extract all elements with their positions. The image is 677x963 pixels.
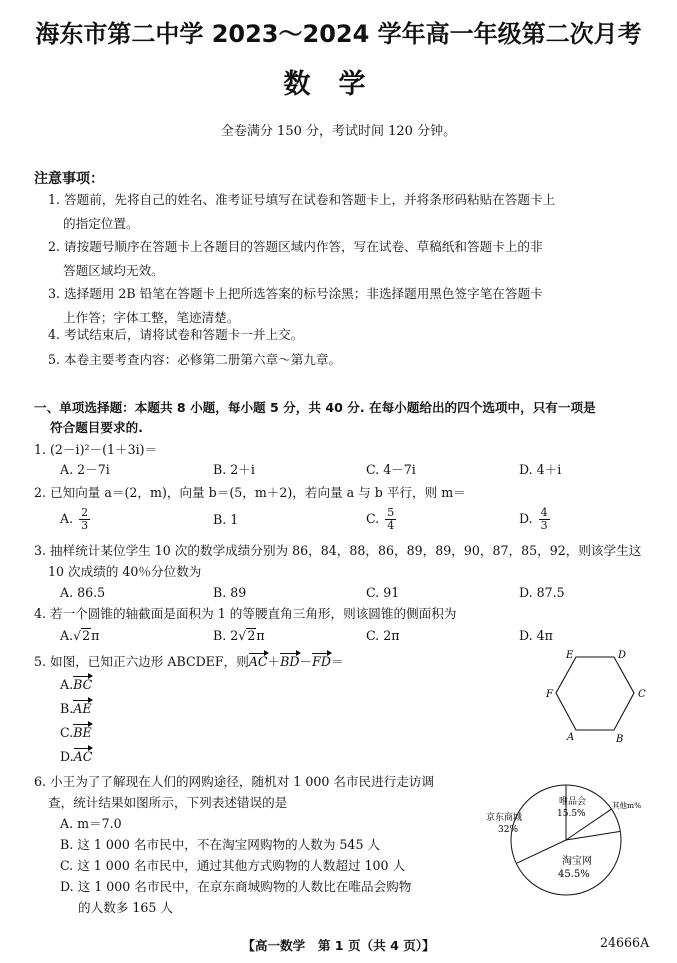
section-heading (34, 398, 654, 438)
q2-option-c (366, 507, 396, 532)
question-4-stem: 4. 若一个圆锥的轴截面是面积为 1 的等腰直角三角形，则该圆锥的侧面积为 (34, 606, 457, 621)
notice-item (48, 188, 653, 236)
exam-title: 海东市第二中学 2023～2024 学年高一年级第二次月考 (35, 20, 642, 48)
pie-label-jd-pct: 32% (498, 825, 519, 835)
radicand: 2 (82, 628, 91, 643)
q6-option-a: A. m＝7.0 (60, 816, 122, 831)
vertex-label-f: F (546, 689, 553, 700)
hexagon-figure (530, 645, 660, 745)
question-6-stem-cont: 查，统计结果如图所示，下列表述错误的是 (48, 795, 288, 810)
option-label: C. (366, 511, 380, 526)
denominator: 3 (81, 519, 89, 532)
q6-option-c: C. 这 1 000 名市民中，通过其他方式购物的人数超过 100 人 (60, 858, 406, 873)
vertex-label-b: B (616, 734, 624, 745)
q1-option-d: D. 4＋i (519, 462, 562, 477)
option-label: B. (60, 701, 74, 716)
notice-item (48, 323, 653, 347)
notice-item-continuation: 答题区域均无效。 (63, 263, 164, 278)
q2-option-d (519, 507, 550, 532)
denominator: 4 (387, 519, 395, 532)
option-label: D. (519, 511, 533, 526)
question-1-stem: 1. (2－i)²－(1＋3i)＝ (34, 442, 158, 457)
section-heading-line: 一、单项选择题：本题共 8 小题，每小题 5 分，共 40 分. 在每小题给出的四个选项中，只有一项是 (34, 400, 596, 415)
vector-fd: FD (312, 652, 331, 672)
notice-item-text: 2. 请按题号顺序在答题卡上各题目的答题区域内作答，写在试卷、草稿纸和答题卡上的非 (48, 239, 543, 254)
pie-label-taobao-pct: 45.5% (558, 869, 590, 880)
pie-label-jd-name: 京东商城 (486, 813, 523, 823)
q4-option-a (60, 626, 99, 646)
q3-option-d: D. 87.5 (519, 585, 565, 600)
vertex-label-e: E (566, 650, 574, 661)
notice-heading: 注意事项： (34, 171, 104, 187)
pi-symbol: π (91, 628, 100, 643)
pi-symbol: π (256, 628, 265, 643)
pie-label-vip-name: 唯品会 (559, 797, 587, 807)
sqrt-sign: √ (73, 628, 82, 643)
notice-item (48, 235, 653, 283)
option-label: C. (60, 725, 74, 740)
notice-item-text: 4. 考试结束后，请将试卷和答题卡一并上交。 (48, 327, 304, 342)
q4-option-c: C. 2π (366, 628, 400, 643)
vector-ac: AC (249, 652, 268, 672)
vector-bd: BD (280, 652, 299, 672)
option-label: A. (60, 628, 74, 643)
q4-option-b (213, 626, 265, 646)
numerator: 2 (81, 506, 89, 519)
radicand: 2 (247, 628, 256, 643)
question-3-stem-cont: 10 次成绩的 40％分位数为 (48, 564, 202, 579)
vector: BC (73, 675, 92, 695)
q1-option-b: B. 2＋i (213, 462, 255, 477)
pie-label-other: 其他m% (612, 801, 642, 810)
pie-label-vip-pct: 15.5% (557, 809, 586, 819)
notice-item (48, 348, 653, 372)
q4-option-d: D. 4π (519, 628, 553, 643)
question-5-stem (34, 652, 344, 672)
vertex-label-a: A (567, 732, 575, 743)
denominator: 3 (540, 519, 548, 532)
q6-option-d: D. 这 1 000 名市民中，在京东商城购物的人数比在唯品会购物 (60, 879, 412, 894)
page-footer: 【高一数学 第 1 页（共 4 页）】 (242, 938, 435, 953)
q6-option-b: B. 这 1 000 名市民中，不在淘宝网购物的人数为 545 人 (60, 837, 381, 852)
subject-title: 数学 (283, 69, 394, 100)
paper-code: 24666A (600, 935, 650, 950)
question-6-stem: 6. 小王为了了解现在人们的网购途径，随机对 1 000 名市民进行走访调 (34, 774, 435, 789)
exam-duration-note: 全卷满分 150 分，考试时间 120 分钟。 (220, 124, 457, 139)
fraction (79, 507, 90, 532)
option-label: A. (60, 677, 74, 692)
question-3-stem: 3. 抽样统计某位学生 10 次的数学成绩分别为 86，84，88，86，89，89，90，87，85，92，则该学生这 (34, 543, 642, 558)
fraction (539, 507, 550, 532)
vertex-label-c: C (638, 689, 646, 700)
notice-item-text: 3. 选择题用 2B 铅笔在答题卡上把所选答案的标号涂黑；非选择题用黑色签字笔在答题卡 (48, 286, 543, 301)
q6-option-d-cont: 的人数多 165 人 (78, 900, 174, 915)
q3-option-a: A. 86.5 (60, 585, 106, 600)
operator: ＋ (267, 654, 281, 669)
q5-option-a (60, 675, 92, 695)
notice-item-text: 5. 本卷主要考查内容：必修第二册第六章～第九章。 (48, 352, 342, 367)
numerator: 5 (387, 506, 395, 519)
vector: BE (73, 723, 91, 743)
q3-option-b: B. 89 (213, 585, 247, 600)
q2-option-a (60, 507, 90, 532)
q5-option-c (60, 723, 92, 743)
vector: AE (73, 699, 91, 719)
numerator: 4 (540, 506, 548, 519)
q3-option-c: C. 91 (366, 585, 400, 600)
vertex-label-d: D (618, 650, 627, 661)
notice-item-continuation: 的指定位置。 (63, 216, 139, 231)
pie-label-taobao-name: 淘宝网 (562, 856, 592, 867)
sqrt-sign: √ (238, 628, 247, 643)
hexagon-shape (556, 657, 634, 730)
notice-item-text: 1. 答题前，先将自己的姓名、准考证号填写在试卷和答题卡上，并将条形码粘贴在答题卡上 (48, 192, 556, 207)
q5-option-d (60, 747, 92, 767)
vector: AC (74, 747, 93, 767)
stem-text: 5. 如图，已知正六边形 ABCDEF，则 (34, 654, 249, 669)
q1-option-a: A. 2－7i (60, 462, 110, 477)
q2-option-b: B. 1 (213, 512, 239, 527)
operator: ＝ (330, 654, 344, 669)
section-heading-line: 符合题目要求的. (50, 420, 143, 435)
operator: － (299, 654, 313, 669)
option-label: D. (60, 749, 74, 764)
q1-option-c: C. 4－7i (366, 462, 416, 477)
question-2-stem: 2. 已知向量 a＝(2，m)，向量 b＝(5，m＋2)，若向量 a 与 b 平行，则 m＝ (34, 485, 466, 500)
fraction (385, 507, 396, 532)
q5-option-b (60, 699, 92, 719)
option-label: A. (60, 511, 74, 526)
shopping-pie-chart (478, 782, 654, 898)
option-label: B. 2 (213, 628, 239, 643)
notice-item-continuation: 上作答；字体工整，笔迹清楚。 (63, 310, 240, 325)
